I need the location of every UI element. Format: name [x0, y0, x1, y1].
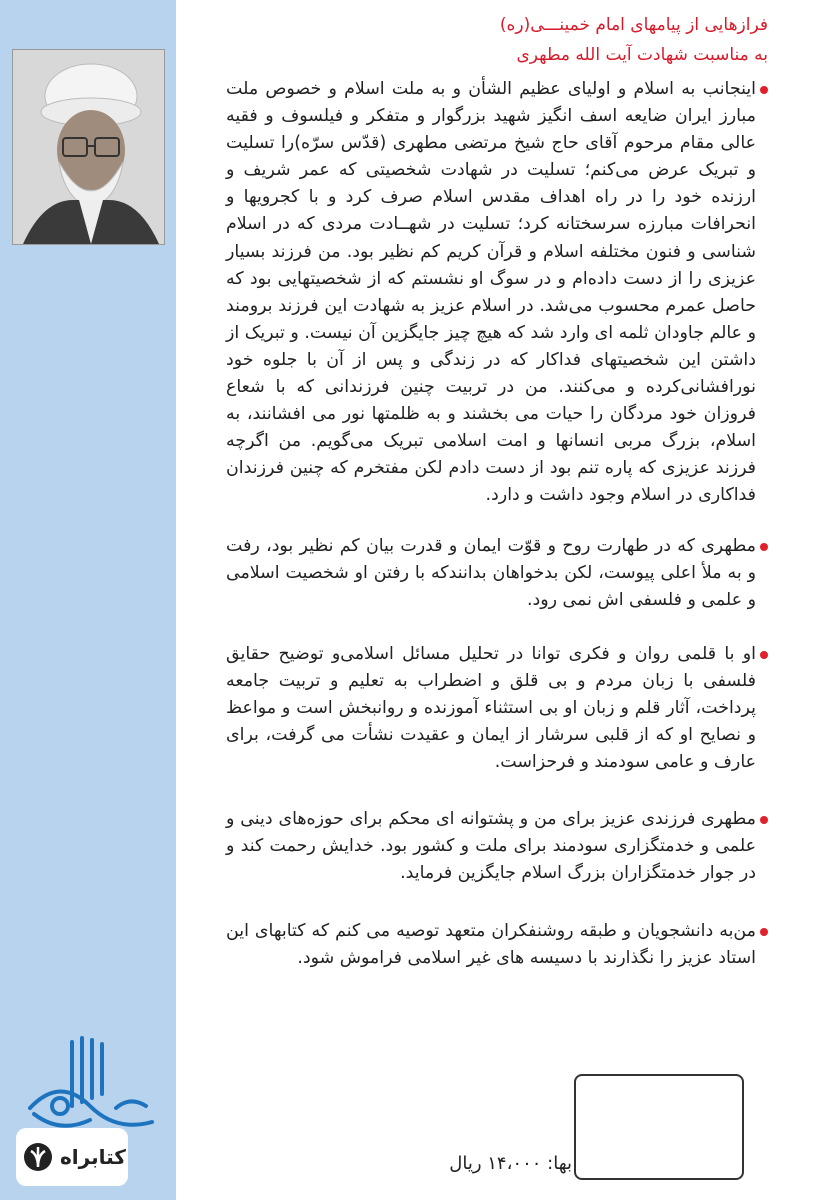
message-content	[226, 10, 768, 972]
bullet-icon	[760, 543, 768, 551]
quote-paragraph	[226, 533, 768, 614]
bullet-icon	[760, 816, 768, 824]
bullet-icon	[760, 86, 768, 94]
page-subtitle: به مناسبت شهادت آیت الله مطهری	[516, 45, 768, 65]
publisher-logo	[16, 1128, 128, 1186]
ketabrah-logo-icon	[22, 1141, 54, 1173]
quote-text: اینجانب به اسلام و اولیای عظیم الشأن و به ملت اسلام و خصوص ملت مبارز ایران ضایعه اسف انگیز شهید بزرگوار و متفکر و فیلسوف و فقیه عالی مقام مرحوم آقای حاج شیخ مرتضی مطهری (قدّس سرّه)را تسلیت و تبریک عرض می‌کنم؛ تسلیت در شهادت شخصیتی که عمر شریف و ارزنده خود را در راه اهداف مقدس اسلام صرف کرد و با کجرویها و انحرافات مبارزه سرسختانه کرد؛ تسلیت در شهــادت مردی که در اسلام شناسی و فنون مختلفه اسلام و قرآن کریم کم نظیر بود. من فرزند بسیار عزیزی را از دست داده‌ام و در سوگ او نشستم که از شخصیتهایی بود که حاصل عمرم محسوب می‌شد. در اسلام عزیز به شهادت این فرزند برومند و عالم جاودان ثلمه ای وارد شد که هیچ چیز جایگزین آن نیست. و تبریک از داشتن این شخصیتهای فداکار که در زندگی و پس از آن با جلوه خود نورافشانی‌کرده و می‌کنند. من در تربیت چنین فرزندانی که با شعاع فروزان خود مردگان را حیات می بخشند و به ظلمتها نور می افشانند، به اسلام، بزرگ مربی انسانها و امت اسلامی تبریک می‌گویم. من اگرچه فرزند عزیزی که پاره تنم بود از دست دادم لکن مفتخرم که چنین فرزندان فداکاری در اسلام وجود داشت و دارد.	[226, 79, 756, 506]
price	[232, 1153, 572, 1174]
quote-text: او با قلمی روان و فکری توانا در تحلیل مسائل اسلامی‌و توضیح حقایق فلسفی با زبان مردم و بی قلق و اضطراب به تعلیم و تربیت جامعه پرداخت، آثار قلم و زبان او بی استثناء آموزنده و روانبخش است و مواعظ و نصایح او که از قلبی سرشار از ایمان و عقیدت نشأت می گرفت، برای عارف و عامی سودمند و فرحزاست.	[226, 643, 756, 773]
quote-paragraph	[226, 806, 768, 887]
quote-text: مطهری که در طهارت روح و قوّت ایمان و قدرت بیان کم نظیر بود، رفت و به ملأ اعلی پیوست، لکن بدخواهان بدانندکه با رفتن او شخصیت اسلامی و علمی و فلسفی اش نمی رود.	[226, 535, 756, 610]
page-title: فرازهایی از پیامهای امام خمینـــی(ره)	[499, 15, 768, 35]
quote-paragraph	[226, 76, 768, 510]
bullet-icon	[760, 928, 768, 936]
quote-paragraph	[226, 641, 768, 776]
portrait-photo	[12, 49, 165, 245]
quote-text: مطهری فرزندی عزیز برای من و پشتوانه ای محکم برای حوزه‌های دینی و علمی و خدمتگزاری سودمند برای ملت و کشور بود. خدایش رحمت کند و در جوار خدمتگزاران بزرگ اسلام جایگزین فرماید.	[226, 809, 756, 884]
publisher-name: کتابراه	[60, 1145, 126, 1169]
quote-paragraph	[226, 918, 768, 972]
left-sidebar	[0, 0, 176, 1200]
price-label: بها:	[547, 1153, 572, 1174]
quote-text: من‌به دانشجویان و طبقه روشنفکران متعهد توصیه می کنم که کتابهای این استاد عزیز را نگذارند با دسیسه های غیر اسلامی فراموش شود.	[226, 920, 756, 968]
price-value: ۱۴،۰۰۰ ریال	[449, 1153, 542, 1174]
bullet-icon	[760, 651, 768, 659]
price-sticker-box	[574, 1074, 744, 1180]
